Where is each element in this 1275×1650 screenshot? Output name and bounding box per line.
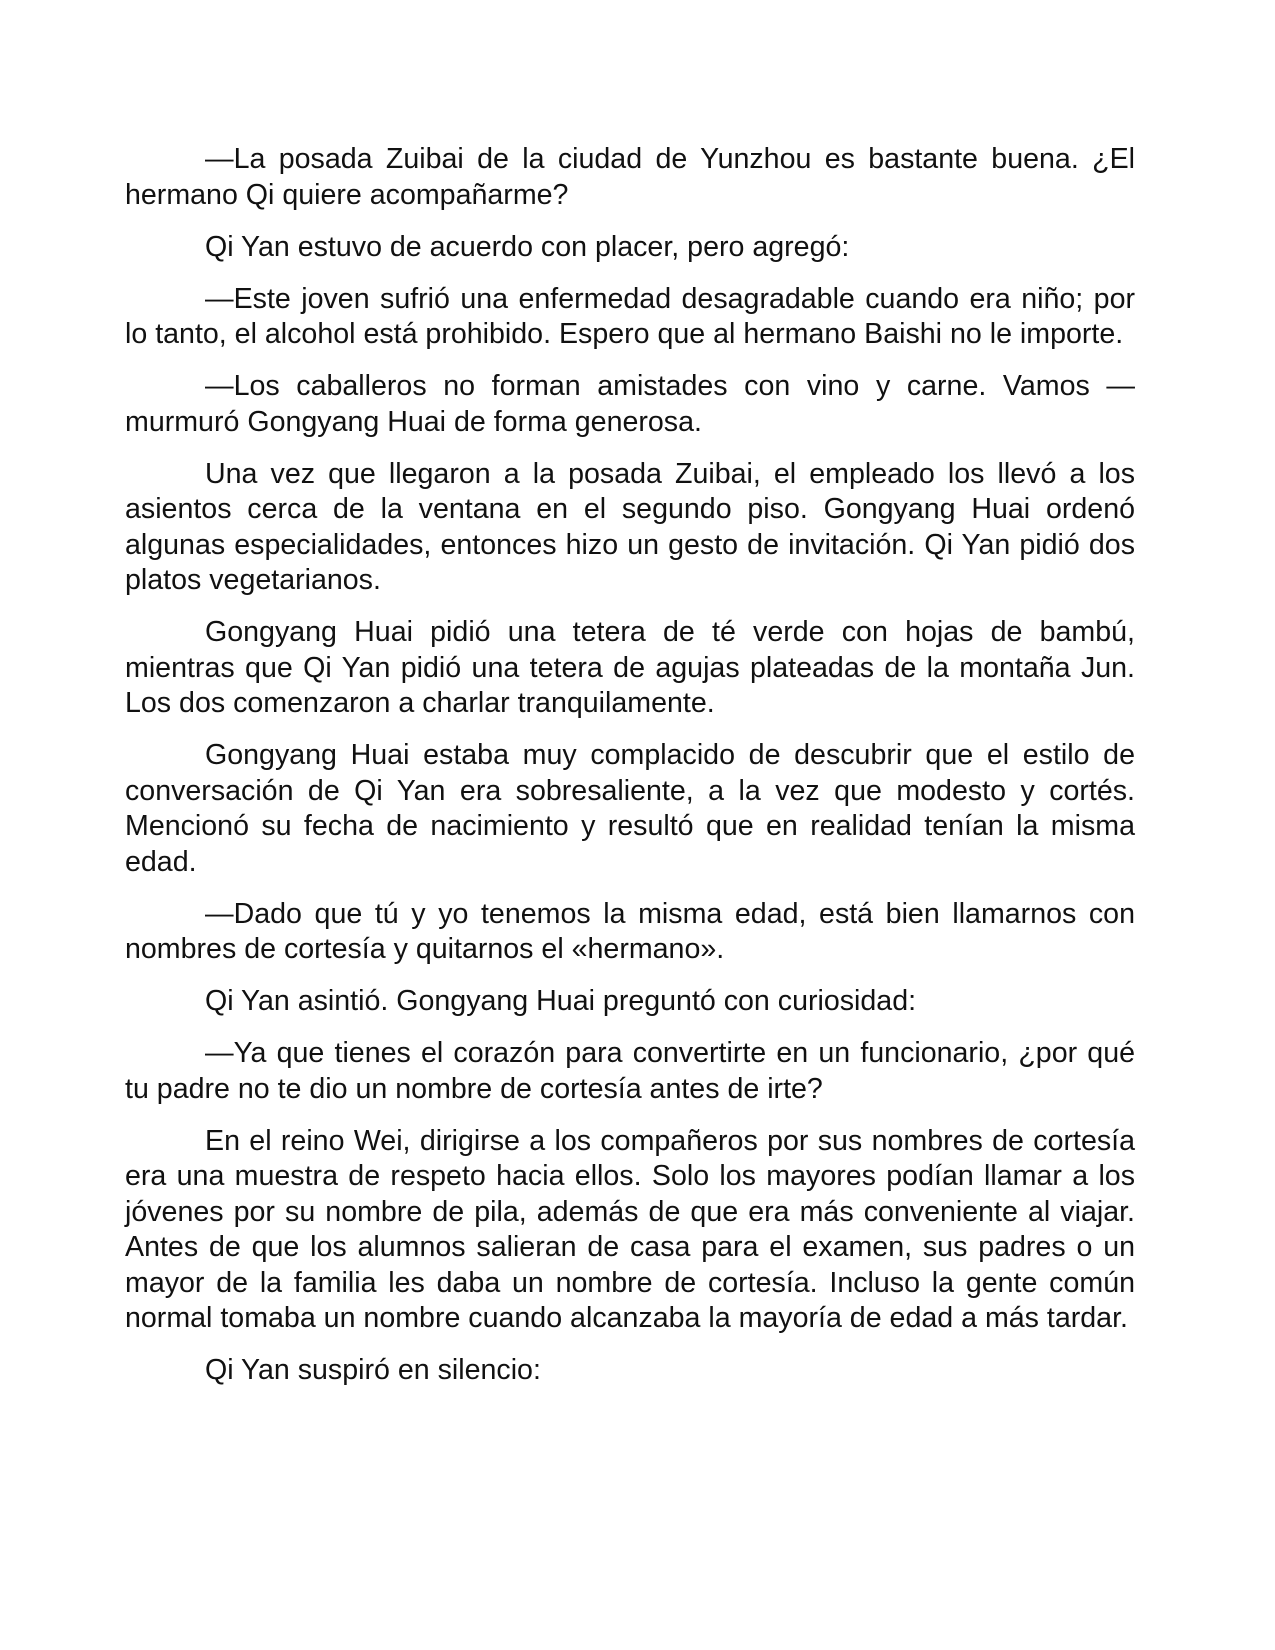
paragraph-10: —Ya que tienes el corazón para convertirte en un funcionario, ¿por qué tu padre no te dio un nombre de cortesía antes de irte?	[125, 1037, 1135, 1105]
document-page	[125, 142, 1135, 1502]
paragraph-8: —Dado que tú y yo tenemos la misma edad, está bien llamarnos con nombres de cortesía y quitarnos el «hermano».	[125, 897, 1135, 965]
paragraph-5: Una vez que llegaron a la posada Zuibai, el empleado los llevó a los asientos cerca de la ventana en el segundo piso. Gongyang Huai ordenó algunas especialidades, entonces hizo un gesto de invitación. Qi Yan pidió dos platos vegetarianos.	[125, 457, 1135, 596]
paragraph-4: —Los caballeros no forman amistades con vino y carne. Vamos —murmuró Gongyang Huai de forma generosa.	[125, 370, 1135, 438]
paragraph-12: Qi Yan suspiró en silencio:	[205, 1354, 541, 1386]
paragraph-11: En el reino Wei, dirigirse a los compañeros por sus nombres de cortesía era una muestra de respeto hacia ellos. Solo los mayores podían llamar a los jóvenes por su nombre de pila, además de que era más conveniente al viajar. Antes de que los alumnos salieran de casa para el examen, sus padres o un mayor de la familia les daba un nombre de cortesía. Incluso la gente común normal tomaba un nombre cuando alcanzaba la mayoría de edad a más tardar.	[125, 1124, 1135, 1334]
paragraph-2: Qi Yan estuvo de acuerdo con placer, pero agregó:	[205, 230, 850, 263]
paragraph-9: Qi Yan asintió. Gongyang Huai preguntó con curiosidad:	[205, 985, 917, 1017]
paragraph-1: —La posada Zuibai de la ciudad de Yunzhou es bastante buena. ¿El hermano Qi quiere acompañarme?	[125, 143, 1135, 211]
paragraph-6: Gongyang Huai pidió una tetera de té verde con hojas de bambú, mientras que Qi Yan pidió una tetera de agujas plateadas de la montaña Jun. Los dos comenzaron a charlar tranquilamente.	[125, 616, 1135, 719]
paragraph-3: —Este joven sufrió una enfermedad desagradable cuando era niño; por lo tanto, el alcohol está prohibido. Espero que al hermano Baishi no le importe.	[125, 282, 1135, 350]
paragraph-7: Gongyang Huai estaba muy complacido de descubrir que el estilo de conversación de Qi Yan era sobresaliente, a la vez que modesto y cortés. Mencionó su fecha de nacimiento y resultó que en realidad tenían la misma edad.	[125, 739, 1135, 878]
